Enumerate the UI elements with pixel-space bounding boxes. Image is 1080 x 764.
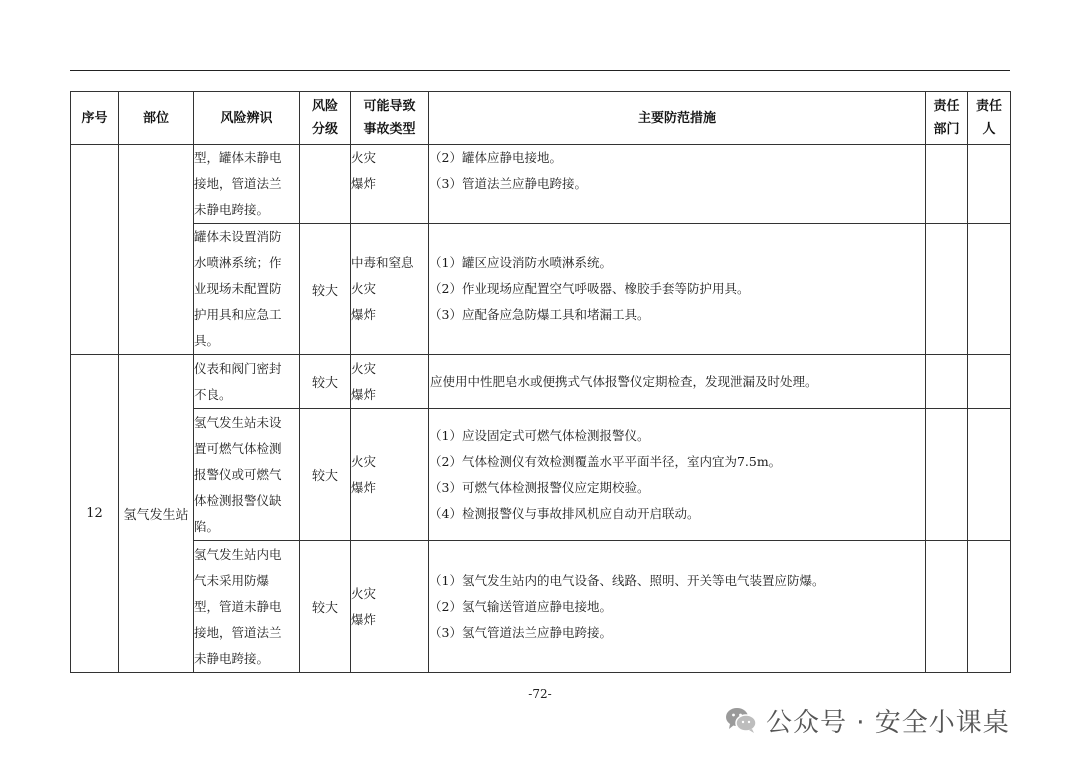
table-row xyxy=(71,541,1011,673)
no-cell: 12 xyxy=(71,355,119,673)
header-row xyxy=(71,92,1011,145)
resp-dept-cell xyxy=(926,355,968,409)
accident-cell: 火灾 爆炸 xyxy=(351,355,429,409)
level-cell: 较大 xyxy=(300,224,351,355)
accident-cell: 中毒和窒息 火灾 爆炸 xyxy=(351,224,429,355)
page-number: -72- xyxy=(528,687,552,701)
header-measures: 主要防范措施 xyxy=(429,92,926,145)
table-row xyxy=(71,145,1011,224)
header-rule xyxy=(70,70,1010,71)
level-cell: 较大 xyxy=(300,541,351,673)
table-row xyxy=(71,409,1011,541)
measures-cell: （1）氢气发生站内的电气设备、线路、照明、开关等电气装置应防爆。 （2）氢气输送管道应静电接地。 （3）氢气管道法兰应静电跨接。 xyxy=(429,541,926,673)
accident-cell: 火灾 爆炸 xyxy=(351,409,429,541)
resp-person-cell xyxy=(968,409,1011,541)
header-resp-dept: 责任 部门 xyxy=(926,92,968,145)
risk-cell: 氢气发生站内电 气未采用防爆 型，管道未静电 接地，管道法兰 未静电跨接。 xyxy=(194,541,300,673)
no-cell xyxy=(71,145,119,355)
risk-cell: 氢气发生站未设 置可燃气体检测 报警仪或可燃气 体检测报警仪缺 陷。 xyxy=(194,409,300,541)
measures-cell: （1）罐区应设消防水喷淋系统。 （2）作业现场应配置空气呼吸器、橡胶手套等防护用具。 （3）应配备应急防爆工具和堵漏工具。 xyxy=(429,224,926,355)
watermark-text: 公众号 · 安全小课桌 xyxy=(766,707,1010,738)
resp-person-cell xyxy=(968,224,1011,355)
watermark xyxy=(724,700,1044,740)
header-risk-id: 风险辨识 xyxy=(194,92,300,145)
level-cell: 较大 xyxy=(300,409,351,541)
resp-person-cell xyxy=(968,355,1011,409)
accident-cell: 火灾 爆炸 xyxy=(351,541,429,673)
resp-person-cell xyxy=(968,541,1011,673)
location-cell: 氢气发生站 xyxy=(119,355,194,673)
level-cell xyxy=(300,145,351,224)
header-risk-level: 风险 分级 xyxy=(300,92,351,145)
header-accident-type: 可能导致 事故类型 xyxy=(351,92,429,145)
risk-cell: 罐体未设置消防 水喷淋系统；作 业现场未配置防 护用具和应急工 具。 xyxy=(194,224,300,355)
table-row xyxy=(71,224,1011,355)
location-cell xyxy=(119,145,194,355)
level-cell: 较大 xyxy=(300,355,351,409)
risk-cell: 仪表和阀门密封 不良。 xyxy=(194,355,300,409)
resp-person-cell xyxy=(968,145,1011,224)
measures-cell: 应使用中性肥皂水或便携式气体报警仪定期检查，发现泄漏及时处理。 xyxy=(429,355,926,409)
risk-cell: 型，罐体未静电 接地，管道法兰 未静电跨接。 xyxy=(194,145,300,224)
measures-cell: （2）罐体应静电接地。 （3）管道法兰应静电跨接。 xyxy=(429,145,926,224)
resp-dept-cell xyxy=(926,409,968,541)
table-row xyxy=(71,355,1011,409)
resp-dept-cell xyxy=(926,145,968,224)
header-location: 部位 xyxy=(119,92,194,145)
risk-table xyxy=(70,91,1011,673)
header-resp-person: 责任 人 xyxy=(968,92,1011,145)
wechat-icon xyxy=(724,705,758,735)
header-no: 序号 xyxy=(71,92,119,145)
resp-dept-cell xyxy=(926,224,968,355)
accident-cell: 火灾 爆炸 xyxy=(351,145,429,224)
resp-dept-cell xyxy=(926,541,968,673)
measures-cell: （1）应设固定式可燃气体检测报警仪。 （2）气体检测仪有效检测覆盖水平平面半径，室内宜为7.5m。 （3）可燃气体检测报警仪应定期校验。 （4）检测报警仪与事故排风机应自动开启联动。 xyxy=(429,409,926,541)
